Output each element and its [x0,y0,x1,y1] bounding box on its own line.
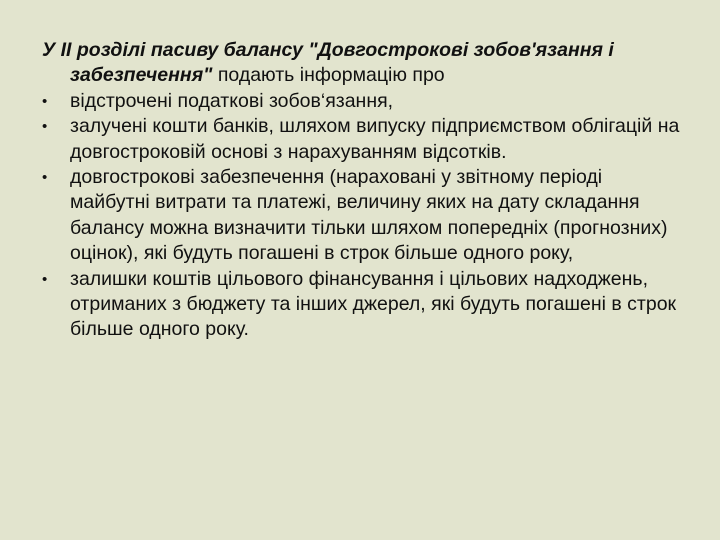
list-item-text: залучені кошти банків, шляхом випуску підприємством облігацій на довгостроковій основі з нарахуванням відсотків. [70,115,680,163]
list-item [42,89,682,114]
list-item [42,165,682,267]
slide-content [42,38,682,343]
bullet-icon: • [42,169,48,187]
intro-regular-text: подають інформацію про [212,64,445,87]
list-item [42,267,682,343]
bullet-icon: • [42,118,48,136]
bullet-icon: • [42,92,48,110]
bullet-icon: • [42,270,48,288]
list-item-text: довгострокові забезпечення (нараховані у звітному періоді майбутні витрати та платежі, величину яких на дату складання балансу можна визначити тільки шляхом попередніх (прогнозних) оцінок), які будуть погашені в строк більше одного року, [70,166,668,265]
intro-paragraph [42,38,682,89]
list-item-text: відстрочені податкові зобов‘язання, [70,89,394,112]
bullet-list [42,89,682,343]
list-item-text: залишки коштів цільового фінансування і цільових надходжень, отриманих з бюджету та інших джерел, які будуть погашені в строк більше одного року. [70,267,677,341]
intro-bold-text: У ІІ розділі пасиву балансу "Довгострокові зобов'язання і забезпечення" [42,39,614,87]
list-item [42,114,682,165]
